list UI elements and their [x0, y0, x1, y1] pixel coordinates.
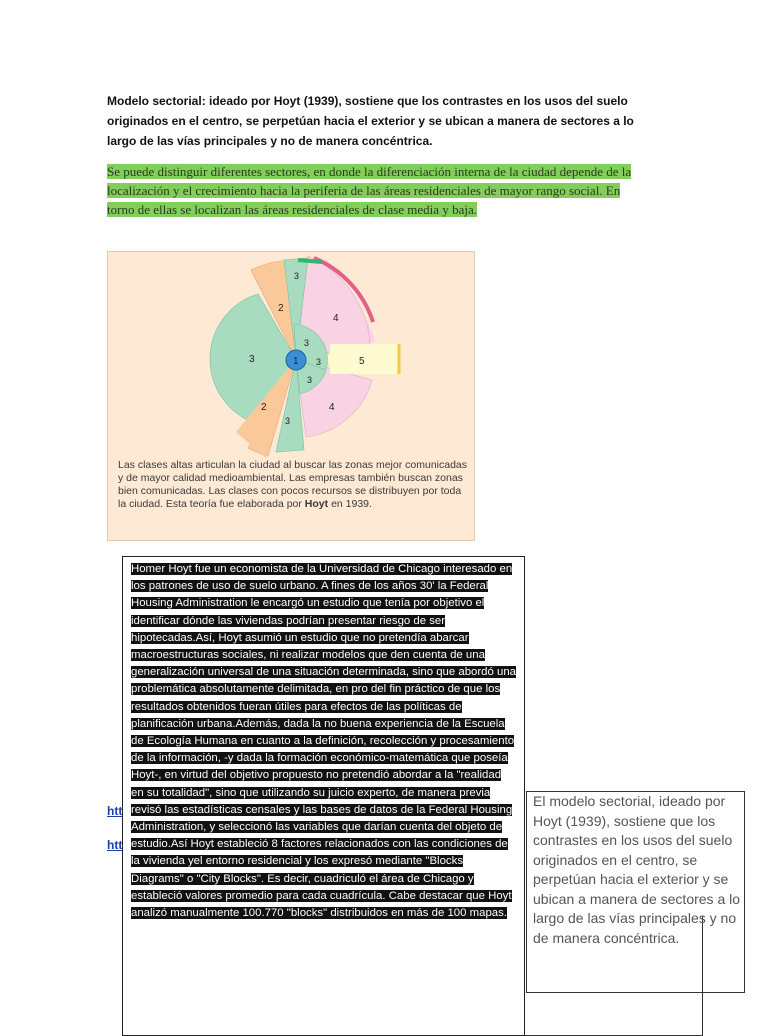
label-sector-4-bottom: 4: [329, 402, 335, 413]
selected-text: Homer Hoyt fue un economista de la Universidad de Chicago interesado en los patrones de uso de suelo urbano. A fines de los años 30' la Federal Housing Administration le encargó un estudio que tenía por objetivo el identificar dónde las viviendas podrían presentar riesgo de ser hipotecadas.Así, Hoyt asumió un estudio que no pretendía abarcar macroestructuras sociales, ni realizar modelos que den cuenta de una generalización universal de una situación determinada, sino que abordó una problemática absolutamente delimitada, en pro del fin práctico de que los resultados obtenidos fueran útiles para efectos de las políticas de planificación urbana.Además, dada la no buena experiencia de la Escuela de Ecología Humana en cuanto a la definición, recolección y procesamiento de la información, -y dada la formación económico-matemática que poseía Hoyt-, en virtud del objetivo propuesto no pretendió abordar a la "realidad en su totalidad", sino que utilizando su juicio experto, de manera previa revisó las estadísticas censales y las bases de datos de la Federal Housing Administration, y seleccionó las variables que darían cuenta del objeto de estudio.Así Hoyt estableció 8 factores relacionados con las condiciones de la vivienda yel entorno residencial y los expresó mediante "Blocks Diagrams" o "City Blocks". Es decir, cuadriculó el área de Chicago y estableció valores promedio para cada cuadrícula. Cabe destacar que Hoyt analizó manualmente 100.770 "blocks" distribuidos en más de 100 mapas.: [131, 563, 517, 920]
highlighted-paragraph: [107, 162, 649, 219]
label-sector-5: 5: [359, 356, 365, 367]
figure-caption: [118, 459, 468, 511]
side-paragraph: El modelo sectorial, ideado por Hoyt (1939), sostiene que los contrastes en los usos del suelo originados en el centro, se perpetúan hacia el exterior y se ubican a manera de sectores a lo largo de las vías principales y no de manera concéntrica.: [533, 793, 741, 946]
label-sector-3-top: 3: [294, 271, 300, 281]
caption-main: Las clases altas articulan la ciudad al buscar las zonas mejor comunicadas y de mayor calidad medioambiental. Las empresas también buscan zonas bien comunicadas. Las clases con pocos recursos se distribuyen por toda la ciudad. Esta teoría fue elaborada por: [118, 459, 468, 510]
hyperlink-2[interactable]: htt: [107, 838, 123, 852]
label-sector-2-top: 2: [278, 303, 284, 314]
label-sector-3-inner-a: 3: [304, 338, 310, 348]
label-sector-3-bottom: 3: [285, 416, 291, 426]
caption-end: en 1939.: [331, 498, 372, 510]
caption-name: Hoyt: [304, 498, 329, 510]
label-sector-4-top: 4: [333, 313, 339, 324]
label-sector-2-bottom: 2: [261, 402, 267, 413]
hyperlink-1[interactable]: htt: [107, 804, 123, 818]
hoyt-model-figure: [107, 251, 475, 541]
sector-3-top-accent: [298, 260, 322, 262]
label-sector-3-left: 3: [249, 354, 255, 365]
selected-text-block[interactable]: [131, 561, 516, 922]
intro-paragraph: Modelo sectorial: ideado por Hoyt (1939), sostiene que los contrastes en los usos del suelo originados en el centro, se perpetúan hacia el exterior y se ubican a manera de sectores a lo largo de las vías principales y no de manera concéntrica.: [107, 94, 634, 148]
label-center: 1: [293, 356, 299, 367]
label-sector-3-inner-c: 3: [307, 375, 313, 385]
highlighted-text: Se puede distinguir diferentes sectores, en donde la diferenciación interna de la ciudad depende de la localización y el crecimiento hacia la periferia de las áreas residenciales de mayor rango social. En torno de ellas se localizan las áreas residenciales de clase media y baja.: [107, 164, 632, 217]
label-sector-3-inner-b: 3: [316, 357, 322, 367]
